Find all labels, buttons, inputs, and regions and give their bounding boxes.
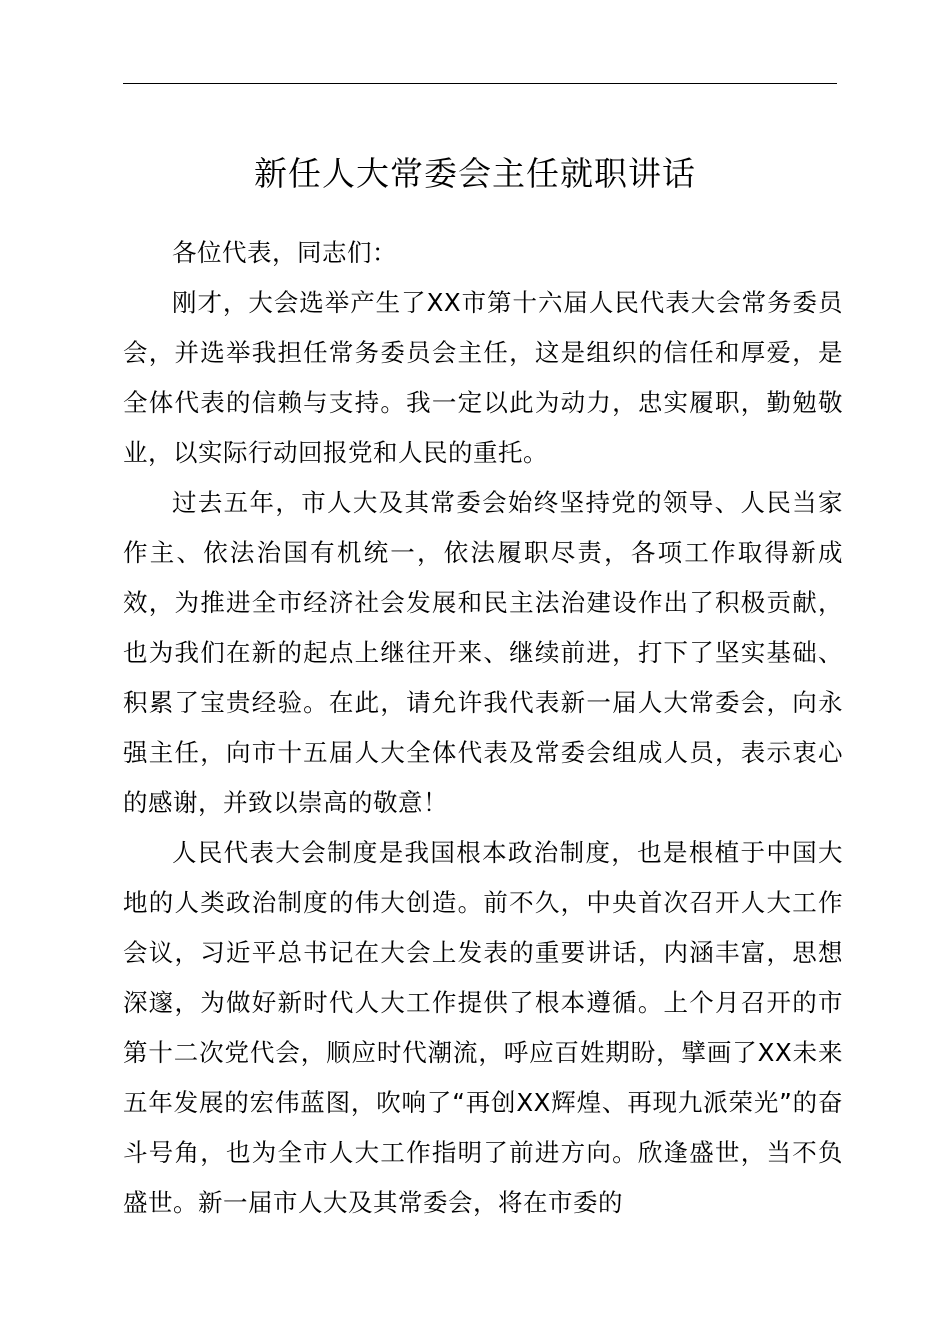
header-rule	[123, 83, 837, 84]
paragraph-election: 刚才，大会选举产生了XX市第十六届人民代表大会常务委员会，并选举我担任常务委员会主任，这是组织的信任和厚爱，是全体代表的信赖与支持。我一定以此为动力，忠实履职，勤勉敬业，以实际行动回报党和人民的重托。	[123, 288, 843, 467]
document-body	[123, 228, 843, 1228]
salutation: 各位代表，同志们：	[172, 238, 397, 267]
paragraph-past-five-years: 过去五年，市人大及其常委会始终坚持党的领导、人民当家作主、依法治国有机统一，依法履职尽责，各项工作取得新成效，为推进全市经济社会发展和民主法治建设作出了积极贡献，也为我们在新的起点上继往开来、继续前进，打下了坚实基础、积累了宝贵经验。在此，请允许我代表新一届人大常委会，向永强主任，向市十五届人大全体代表及常委会组成人员，表示衷心的感谢，并致以崇高的敬意！	[123, 488, 843, 817]
document-title: 新任人大常委会主任就职讲话	[254, 154, 696, 193]
paragraph-peoples-congress-system: 人民代表大会制度是我国根本政治制度，也是根植于中国大地的人类政治制度的伟大创造。前不久，中央首次召开人大工作会议，习近平总书记在大会上发表的重要讲话，内涵丰富，思想深邃，为做好新时代人大工作提供了根本遵循。上个月召开的市第十二次党代会，顺应时代潮流，呼应百姓期盼，擘画了XX未来五年发展的宏伟蓝图，吹响了“再创XX辉煌、再现九派荣光”的奋斗号角，也为全市人大工作指明了前进方向。欣逢盛世，当不负盛世。新一届市人大及其常委会，将在市委的	[123, 838, 843, 1217]
